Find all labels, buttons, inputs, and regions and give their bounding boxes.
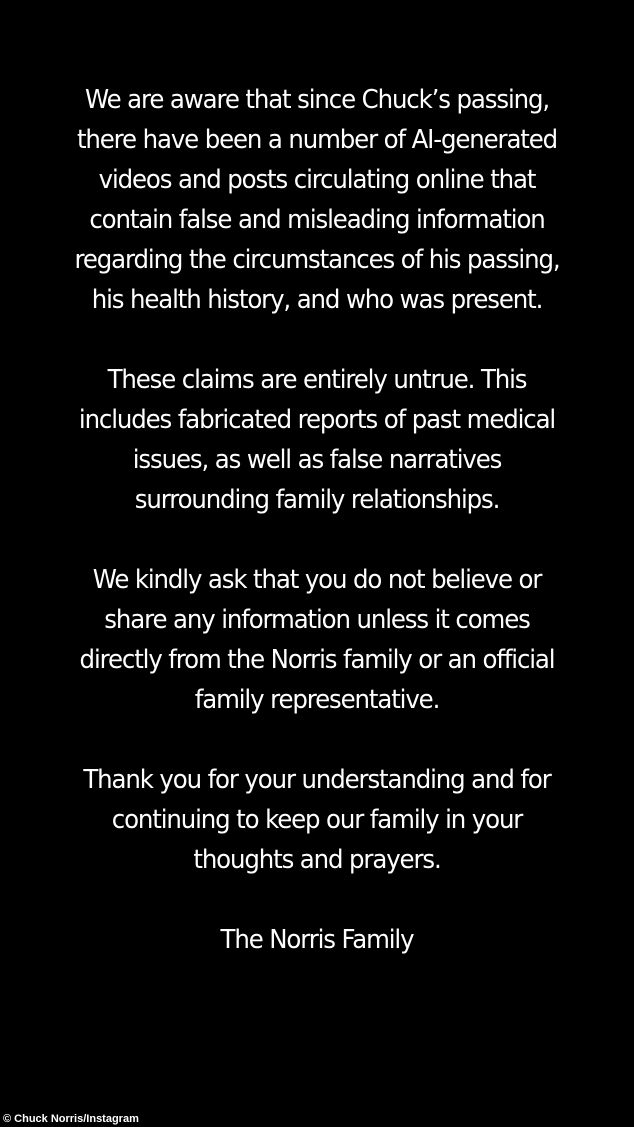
- statement-line: family representative.: [194, 685, 440, 715]
- statement-line: issues, as well as false narratives: [132, 445, 502, 475]
- statement-line: his health history, and who was present.: [91, 285, 543, 315]
- statement-line: We are aware that since Chuck’s passing,: [84, 85, 550, 115]
- statement-line: there have been a number of AI-generated: [76, 125, 558, 155]
- statement-line: Thank you for your understanding and for: [83, 765, 551, 795]
- statement-line: regarding the circumstances of his passing,: [74, 245, 560, 275]
- statement-line: contain false and misleading information: [89, 205, 545, 235]
- statement-signature: [38, 920, 596, 960]
- statement-line: share any information unless it comes: [104, 605, 530, 635]
- statement-line: surrounding family relationships.: [134, 485, 500, 515]
- statement-paragraph-4: [38, 760, 596, 880]
- statement-line: videos and posts circulating online that: [98, 165, 536, 195]
- statement-paragraph-1: [38, 80, 596, 320]
- statement-paragraph-2: [38, 360, 596, 520]
- statement-line: thoughts and prayers.: [193, 845, 441, 875]
- statement-paragraph-3: [38, 560, 596, 720]
- statement-line: continuing to keep our family in your: [111, 805, 523, 835]
- family-statement: [38, 80, 596, 960]
- statement-line: includes fabricated reports of past medical: [78, 405, 556, 435]
- statement-line: directly from the Norris family or an official: [79, 645, 555, 675]
- photo-credit: © Chuck Norris/Instagram: [3, 1113, 139, 1125]
- statement-line: These claims are entirely untrue. This: [107, 365, 527, 395]
- statement-line: We kindly ask that you do not believe or: [92, 565, 542, 595]
- signature-text: The Norris Family: [220, 925, 414, 955]
